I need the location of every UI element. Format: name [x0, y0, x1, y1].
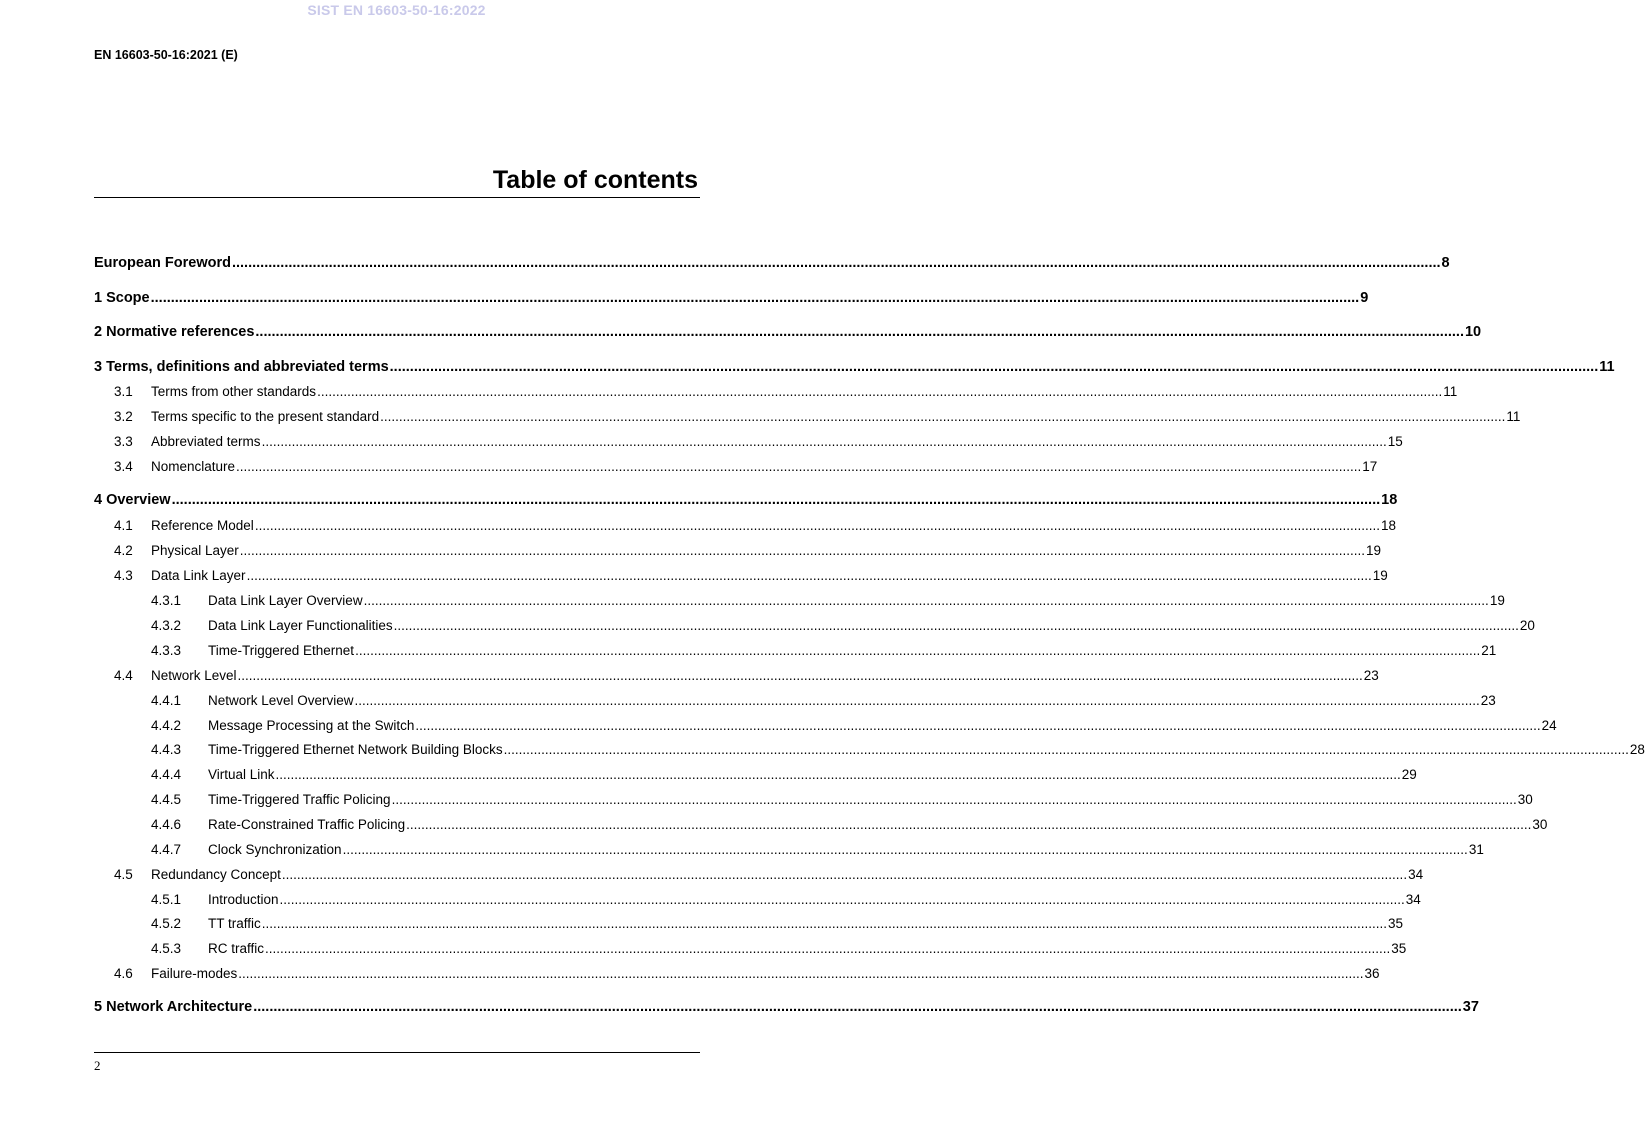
toc-entry-number: 4.5.1 — [151, 892, 182, 907]
toc-dot-leader: ............................................................................................................................................................................................................................................................................................................ — [255, 324, 1464, 340]
toc-entry-page: 21 — [1481, 643, 1497, 658]
toc-entry[interactable] — [114, 384, 1458, 399]
toc-entry-page: 34 — [1405, 892, 1421, 907]
toc-entry-title: Data Link Layer Functionalities — [208, 618, 393, 633]
toc-entry-title: Terms specific to the present standard — [151, 409, 380, 424]
toc-entry-page: 17 — [1362, 459, 1378, 474]
toc-entry-title: Failure-modes — [151, 966, 238, 981]
toc-entry-title: Redundancy Concept — [151, 867, 281, 882]
toc-entry-page: 28 — [1629, 742, 1645, 757]
toc-entry-page: 20 — [1519, 618, 1535, 633]
toc-entry-page: 18 — [1381, 518, 1397, 533]
toc-entry[interactable] — [114, 867, 1424, 882]
toc-entry-page: 11 — [1599, 359, 1615, 375]
toc-entry-page: 37 — [1462, 999, 1479, 1015]
toc-entry[interactable] — [151, 742, 1645, 757]
toc-dot-leader: ............................................................................................................................................................................................................................................................................................................ — [261, 434, 1387, 449]
toc-entry[interactable] — [94, 359, 1615, 375]
toc-entry-page: 11 — [1443, 384, 1458, 399]
toc-entry[interactable] — [151, 718, 1557, 733]
toc-entry-page: 15 — [1387, 434, 1403, 449]
toc-entry-number: 4.5 — [114, 867, 133, 882]
toc-entry-number: 4.4.2 — [151, 718, 182, 733]
toc-entry-title: RC traffic — [208, 941, 265, 956]
toc-dot-leader: ............................................................................................................................................................................................................................................................................................................ — [231, 255, 1441, 271]
toc-entry-number: 4.6 — [114, 966, 133, 981]
toc-entry[interactable] — [114, 434, 1403, 449]
toc-entry-title: Data Link Layer — [151, 568, 246, 583]
toc-entry-title: Network Level Overview — [208, 693, 354, 708]
toc-entry-page: 24 — [1541, 718, 1557, 733]
toc-entry[interactable] — [151, 593, 1505, 608]
toc-dot-leader: ............................................................................................................................................................................................................................................................................................................ — [380, 409, 1506, 424]
toc-entry[interactable] — [151, 643, 1497, 658]
toc-entry[interactable] — [151, 693, 1496, 708]
toc-entry-number: 3.4 — [114, 459, 133, 474]
toc-entry-number: 4.1 — [114, 518, 133, 533]
toc-entry-number: 4.4.6 — [151, 817, 182, 832]
toc-entry-title: Clock Synchronization — [208, 842, 342, 857]
toc-entry-page: 34 — [1408, 867, 1424, 882]
toc-dot-leader: ............................................................................................................................................................................................................................................................................................................ — [261, 916, 1387, 931]
toc-entry-number: 4.4 — [114, 668, 133, 683]
toc-dot-leader: ............................................................................................................................................................................................................................................................................................................ — [317, 384, 1443, 399]
toc-entry[interactable] — [151, 842, 1484, 857]
toc-entry-number: 4.4.4 — [151, 767, 182, 782]
toc-entry-number: 4.3.3 — [151, 643, 182, 658]
toc-entry[interactable] — [151, 817, 1548, 832]
toc-dot-leader: ............................................................................................................................................................................................................................................................................................................ — [391, 792, 1517, 807]
toc-entry-page: 31 — [1468, 842, 1484, 857]
toc-dot-leader: ............................................................................................................................................................................................................................................................................................................ — [354, 693, 1480, 708]
toc-dot-leader: ............................................................................................................................................................................................................................................................................................................ — [238, 966, 1364, 981]
toc-entry-page: 19 — [1366, 543, 1382, 558]
toc-entry-title: Terms from other standards — [151, 384, 317, 399]
toc-dot-leader: ............................................................................................................................................................................................................................................................................................................ — [406, 817, 1532, 832]
toc-dot-leader: ............................................................................................................................................................................................................................................................................................................ — [503, 742, 1629, 757]
toc-dot-leader: ............................................................................................................................................................................................................................................................................................................ — [253, 999, 1462, 1015]
toc-entry-page: 29 — [1401, 767, 1417, 782]
toc-entry-title: Abbreviated terms — [151, 434, 261, 449]
toc-entry-title: Time-Triggered Ethernet Network Building Blocks — [208, 742, 503, 757]
toc-entry-page: 35 — [1388, 916, 1404, 931]
toc-entry[interactable] — [114, 409, 1521, 424]
toc-dot-leader: ............................................................................................................................................................................................................................................................................................................ — [150, 290, 1360, 306]
toc-entry-number: 4.2 — [114, 543, 133, 558]
toc-entry[interactable] — [114, 459, 1378, 474]
toc-dot-leader: ............................................................................................................................................................................................................................................................................................................ — [342, 842, 1468, 857]
toc-entry-title: Time-Triggered Traffic Policing — [208, 792, 391, 807]
toc-dot-leader: ............................................................................................................................................................................................................................................................................................................ — [389, 359, 1599, 375]
toc-entry-page: 23 — [1480, 693, 1496, 708]
toc-entry[interactable] — [151, 767, 1417, 782]
toc-entry-number: 4.3.1 — [151, 593, 182, 608]
toc-dot-leader: ............................................................................................................................................................................................................................................................................................................ — [281, 867, 1408, 882]
toc-entry-number: 4.4.3 — [151, 742, 182, 757]
toc-entry-title: Network Level — [151, 668, 237, 683]
toc-entry-title: 2 Normative references — [94, 324, 255, 340]
toc-entry[interactable] — [94, 290, 1369, 306]
toc-entry-title: Physical Layer — [151, 543, 239, 558]
toc-entry-number: 4.5.2 — [151, 916, 182, 931]
title-divider — [94, 197, 700, 198]
toc-entry-page: 11 — [1506, 409, 1521, 424]
toc-entry-page: 8 — [1441, 255, 1450, 271]
toc-entry-page: 19 — [1372, 568, 1388, 583]
toc-entry-number: 3.1 — [114, 384, 133, 399]
toc-entry-title: Message Processing at the Switch — [208, 718, 415, 733]
toc-entry-title: 3 Terms, definitions and abbreviated terms — [94, 359, 389, 375]
toc-entry-number: 4.4.7 — [151, 842, 182, 857]
toc-entry-page: 9 — [1360, 290, 1369, 306]
toc-entry-page: 30 — [1517, 792, 1533, 807]
toc-entry-number: 4.5.3 — [151, 941, 182, 956]
toc-dot-leader: ............................................................................................................................................................................................................................................................................................................ — [265, 941, 1391, 956]
toc-entry-page: 18 — [1381, 492, 1398, 508]
toc-entry-number: 4.3 — [114, 568, 133, 583]
toc-entry-number: 3.3 — [114, 434, 133, 449]
toc-dot-leader: ............................................................................................................................................................................................................................................................................................................ — [236, 459, 1362, 474]
toc-entry[interactable] — [151, 618, 1535, 633]
toc-entry[interactable] — [114, 966, 1380, 981]
toc-entry-title: Reference Model — [151, 518, 254, 533]
toc-entry-title: 4 Overview — [94, 492, 171, 508]
toc-dot-leader: ............................................................................................................................................................................................................................................................................................................ — [275, 767, 1401, 782]
toc-entry-title: Rate-Constrained Traffic Policing — [208, 817, 406, 832]
document-id: EN 16603-50-16:2021 (E) — [94, 48, 238, 62]
toc-entry[interactable] — [114, 518, 1397, 533]
page-number: 2 — [94, 1058, 101, 1073]
toc-entry[interactable] — [114, 668, 1379, 683]
toc-entry-page: 30 — [1532, 817, 1548, 832]
page-title: Table of contents — [492, 166, 698, 194]
toc-dot-leader: ............................................................................................................................................................................................................................................................................................................ — [363, 593, 1489, 608]
toc-entry[interactable] — [94, 999, 1479, 1015]
toc-entry[interactable] — [151, 892, 1421, 907]
toc-dot-leader: ............................................................................................................................................................................................................................................................................................................ — [246, 568, 1372, 583]
toc-dot-leader: ............................................................................................................................................................................................................................................................................................................ — [239, 543, 1366, 558]
toc-dot-leader: ............................................................................................................................................................................................................................................................................................................ — [355, 643, 1481, 658]
toc-entry-number: 4.4.1 — [151, 693, 182, 708]
toc-entry[interactable] — [94, 324, 1482, 340]
toc-entry-page: 35 — [1391, 941, 1407, 956]
toc-entry-title: Time-Triggered Ethernet — [208, 643, 355, 658]
toc-entry-page: 36 — [1364, 966, 1380, 981]
toc-entry-page: 19 — [1489, 593, 1505, 608]
toc-entry[interactable] — [114, 568, 1388, 583]
toc-entry[interactable] — [151, 941, 1407, 956]
toc-dot-leader: ............................................................................................................................................................................................................................................................................................................ — [415, 718, 1541, 733]
toc-dot-leader: ............................................................................................................................................................................................................................................................................................................ — [393, 618, 1519, 633]
toc-entry[interactable] — [94, 255, 1450, 271]
toc-entry[interactable] — [114, 543, 1382, 558]
toc-entry-page: 10 — [1464, 324, 1482, 340]
footer-divider — [94, 1052, 700, 1053]
toc-entry-number: 4.4.5 — [151, 792, 182, 807]
toc-entry-title: Data Link Layer Overview — [208, 593, 363, 608]
toc-entry-title: Introduction — [208, 892, 279, 907]
toc-entry-number: 4.3.2 — [151, 618, 182, 633]
toc-dot-leader: ............................................................................................................................................................................................................................................................................................................ — [171, 492, 1381, 508]
watermark: SIST EN 16603-50-16:2022 — [307, 2, 486, 18]
toc-entry-number: 3.2 — [114, 409, 133, 424]
toc-dot-leader: ............................................................................................................................................................................................................................................................................................................ — [254, 518, 1381, 533]
toc-entry-title: 5 Network Architecture — [94, 999, 253, 1015]
toc-entry-title: Virtual Link — [208, 767, 275, 782]
toc-entry-title: European Foreword — [94, 255, 231, 271]
toc-dot-leader: ............................................................................................................................................................................................................................................................................................................ — [237, 668, 1363, 683]
toc-entry-title: Nomenclature — [151, 459, 236, 474]
toc-entry-page: 23 — [1363, 668, 1379, 683]
toc-entry[interactable] — [94, 492, 1398, 508]
toc-entry-title: 1 Scope — [94, 290, 150, 306]
toc-entry-title: TT traffic — [208, 916, 261, 931]
toc-entry[interactable] — [151, 916, 1404, 931]
toc-entry[interactable] — [151, 792, 1533, 807]
toc-dot-leader: ............................................................................................................................................................................................................................................................................................................ — [279, 892, 1405, 907]
